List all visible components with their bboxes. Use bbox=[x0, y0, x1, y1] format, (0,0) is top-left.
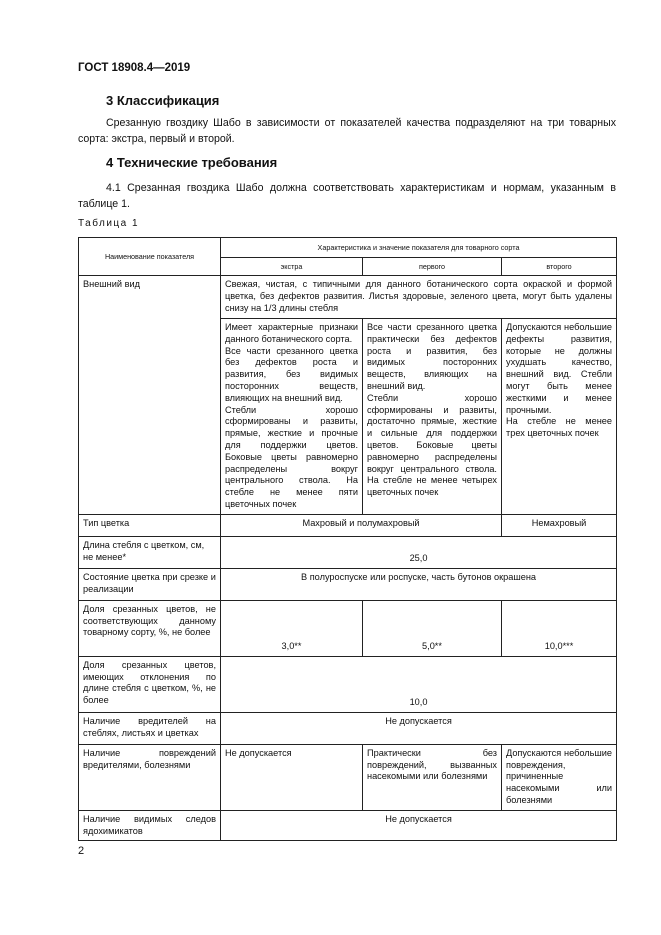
section-3-title: 3 Классификация bbox=[106, 93, 220, 108]
requirements-table bbox=[78, 237, 617, 841]
row-damage-second: Допускаются небольшие повреждения, причиненные насекомыми или болезнями bbox=[502, 744, 617, 810]
row-appearance-second: Допускаются небольшие дефекты развития, которые не должны ухудшать качество, внешний вид. Стебли могут быть менее жесткими и менее прочными. На стебле не менее трех цветочных почек bbox=[502, 319, 617, 515]
row-stem-length-name: Длина стебля с цветком, см, не менее* bbox=[79, 536, 221, 568]
document-header: ГОСТ 18908.4—2019 bbox=[78, 62, 191, 74]
row-stem-length-value: 25,0 bbox=[221, 536, 617, 568]
section-3-text: Срезанную гвоздику Шабо в зависимости от показателей качества подразделяют на три товарных сорта: экстра, первый и второй. bbox=[78, 117, 616, 145]
header-first: первого bbox=[363, 258, 502, 276]
row-damage-extra: Не допускается bbox=[221, 744, 363, 810]
row-appearance-extra: Имеет характерные признаки данного ботанического сорта. Все части срезанного цветка без дефектов роста и развития, без видимых посторонних веществ, влияющих на внешний вид. Стебли хорошо сформированы и развиты, прямые, жесткие и прочные для поддержки цветов. Боковые цветы равномерно распределены вокруг центрального ствола. На стебле не менее пяти цветочных почек bbox=[221, 319, 363, 515]
row-appearance-common: Свежая, чистая, с типичными для данного ботанического сорта окраской и формой цветка, без дефектов развития. Листья здоровые, зеленого цвета, могут быть удалены снизу на 1/3 длины стебля bbox=[221, 276, 617, 319]
row-appearance-name: Внешний вид bbox=[79, 276, 221, 515]
row-deviation-share-value: 10,0 bbox=[221, 656, 617, 712]
row-chemicals-name: Наличие видимых следов ядохимикатов bbox=[79, 810, 221, 841]
section-4-title: 4 Технические требования bbox=[106, 155, 278, 170]
header-indicator: Наименование показателя bbox=[79, 238, 221, 276]
row-flower-type-second: Немахровый bbox=[502, 514, 617, 536]
row-deviation-share-name: Доля срезанных цветов, имеющих отклонения по длине стебля с цветком, %, не более bbox=[79, 656, 221, 712]
row-cut-share-first: 5,0** bbox=[363, 600, 502, 656]
header-second: второго bbox=[502, 258, 617, 276]
row-cut-share-extra: 3,0** bbox=[221, 600, 363, 656]
row-appearance-first: Все части срезанного цветка практически без дефектов роста и развития, без видимых посторонних веществ, влияющих на внешний вид. Стебли хорошо сформированы и развиты, достаточно прямые, жесткие и сильные для поддержки цветов. Боковые цветы равномерно распределены вокруг центрального ствола. На стебле не менее четырех цветочных почек bbox=[363, 319, 502, 515]
row-pests-name: Наличие вредителей на стеблях, листьях и цветках bbox=[79, 712, 221, 744]
row-flower-type-extra-first: Махровый и полумахровый bbox=[221, 514, 502, 536]
row-chemicals-value: Не допускается bbox=[221, 810, 617, 841]
row-cut-share-second: 10,0*** bbox=[502, 600, 617, 656]
section-4-text: 4.1 Срезанная гвоздика Шабо должна соответствовать характеристикам и нормам, указанным в таблице 1. bbox=[78, 182, 616, 210]
table-caption: Таблица 1 bbox=[78, 218, 140, 229]
row-damage-name: Наличие повреждений вредителями, болезнями bbox=[79, 744, 221, 810]
row-flower-state-name: Состояние цветка при срезке и реализации bbox=[79, 568, 221, 600]
row-damage-first: Практически без повреждений, вызванных насекомыми или болезнями bbox=[363, 744, 502, 810]
row-pests-value: Не допускается bbox=[221, 712, 617, 744]
row-flower-type-name: Тип цветка bbox=[79, 514, 221, 536]
header-extra: экстра bbox=[221, 258, 363, 276]
row-cut-share-name: Доля срезанных цветов, не соответствующих данному товарному сорту, %, не более bbox=[79, 600, 221, 656]
header-group: Характеристика и значение показателя для товарного сорта bbox=[221, 238, 617, 258]
page-number: 2 bbox=[78, 845, 85, 857]
row-flower-state-value: В полуроспуске или роспуске, часть бутонов окрашена bbox=[221, 568, 617, 600]
